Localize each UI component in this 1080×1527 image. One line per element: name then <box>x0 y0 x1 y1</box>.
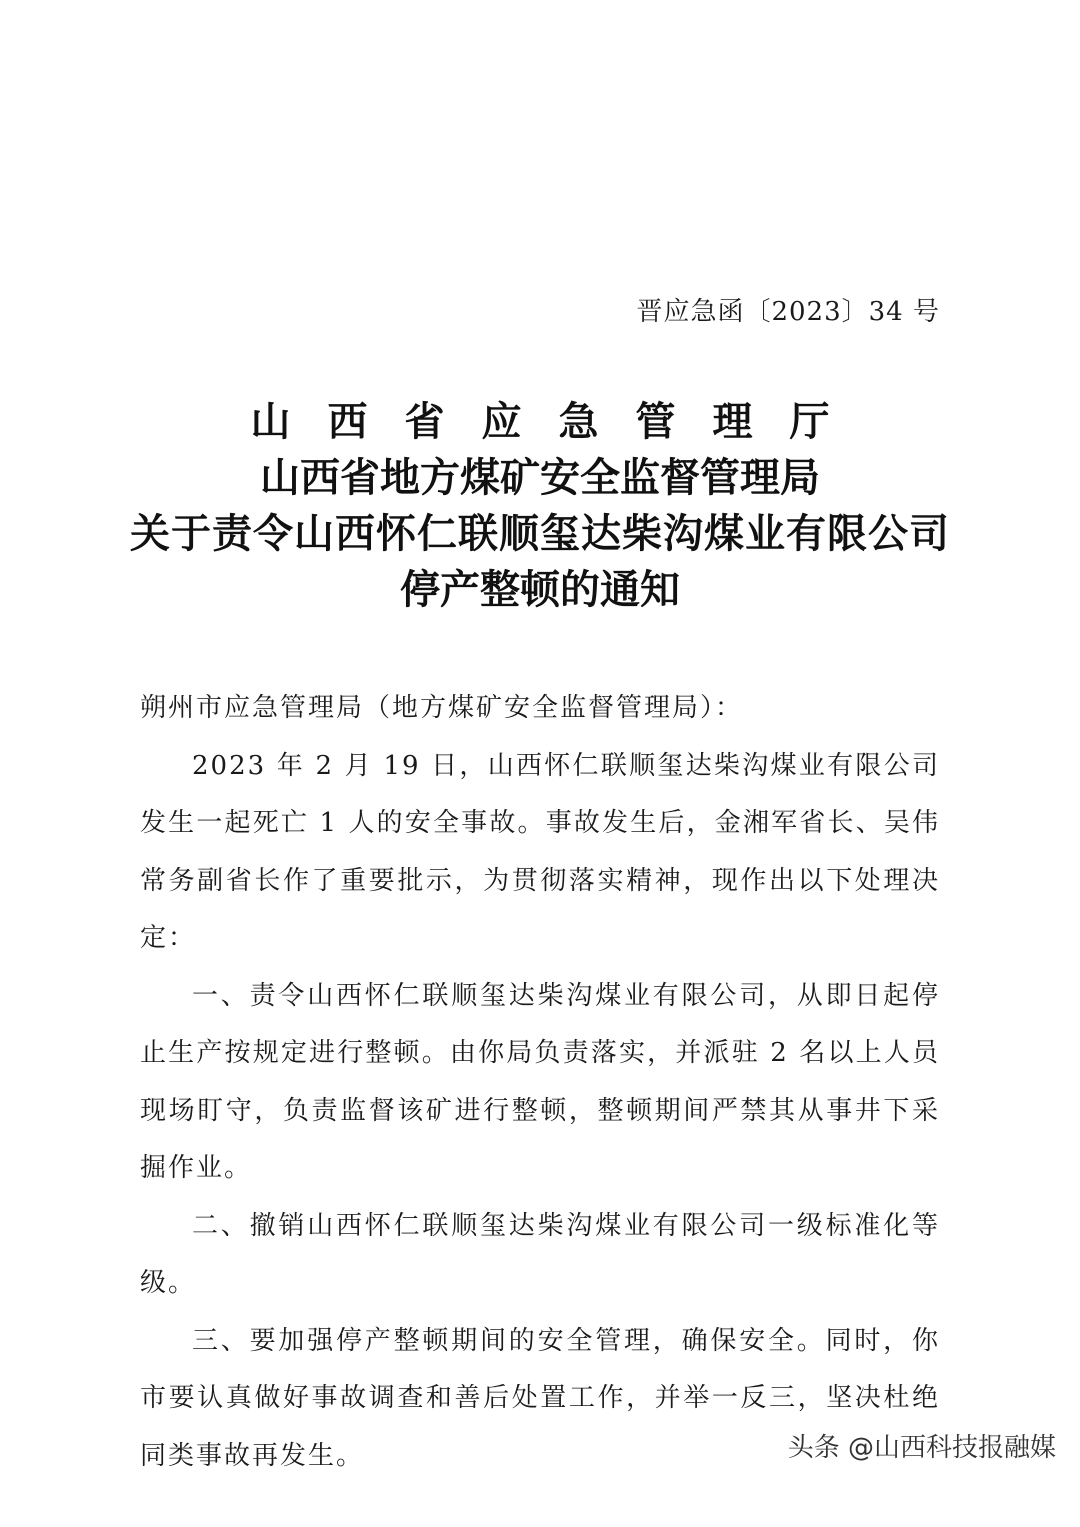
paragraph-incident: 2023 年 2 月 19 日，山西怀仁联顺玺达柴沟煤业有限公司发生一起死亡 1 人的安全事故。事故发生后，金湘军省长、吴伟常务副省长作了重要批示，为贯彻落实精神，现作出以下处理决定： <box>140 750 940 953</box>
title-line-issuer-2: 山西省地方煤矿安全监督管理局 <box>260 455 820 501</box>
paragraph-decision-2: 二、撤销山西怀仁联顺玺达柴沟煤业有限公司一级标准化等级。 <box>140 1210 940 1298</box>
title-line-subject-2: 停产整顿的通知 <box>400 567 680 613</box>
document-number: 晋应急函〔2023〕34 号 <box>636 297 940 327</box>
paragraph-decision-1: 一、责令山西怀仁联顺玺达柴沟煤业有限公司，从即日起停止生产按规定进行整顿。由你局负责落实，并派驻 2 名以上人员现场盯守，负责监督该矿进行整顿，整顿期间严禁其从事井下采掘作业。 <box>140 980 940 1183</box>
paragraph-decision-3: 三、要加强停产整顿期间的安全管理，确保安全。同时，你市要认真做好事故调查和善后处置工作，并举一反三，坚决杜绝同类事故再发生。 <box>140 1325 940 1471</box>
title-line-issuer-1: 山西省应急管理厅 <box>250 399 867 445</box>
document-body <box>140 680 940 1485</box>
title-line-subject-1: 关于责令山西怀仁联顺玺达柴沟煤业有限公司 <box>130 511 950 557</box>
watermark: 头条 @山西科技报融媒 <box>787 1433 1056 1463</box>
document-title <box>0 394 1080 618</box>
addressee: 朔州市应急管理局（地方煤矿安全监督管理局）： <box>140 693 744 723</box>
